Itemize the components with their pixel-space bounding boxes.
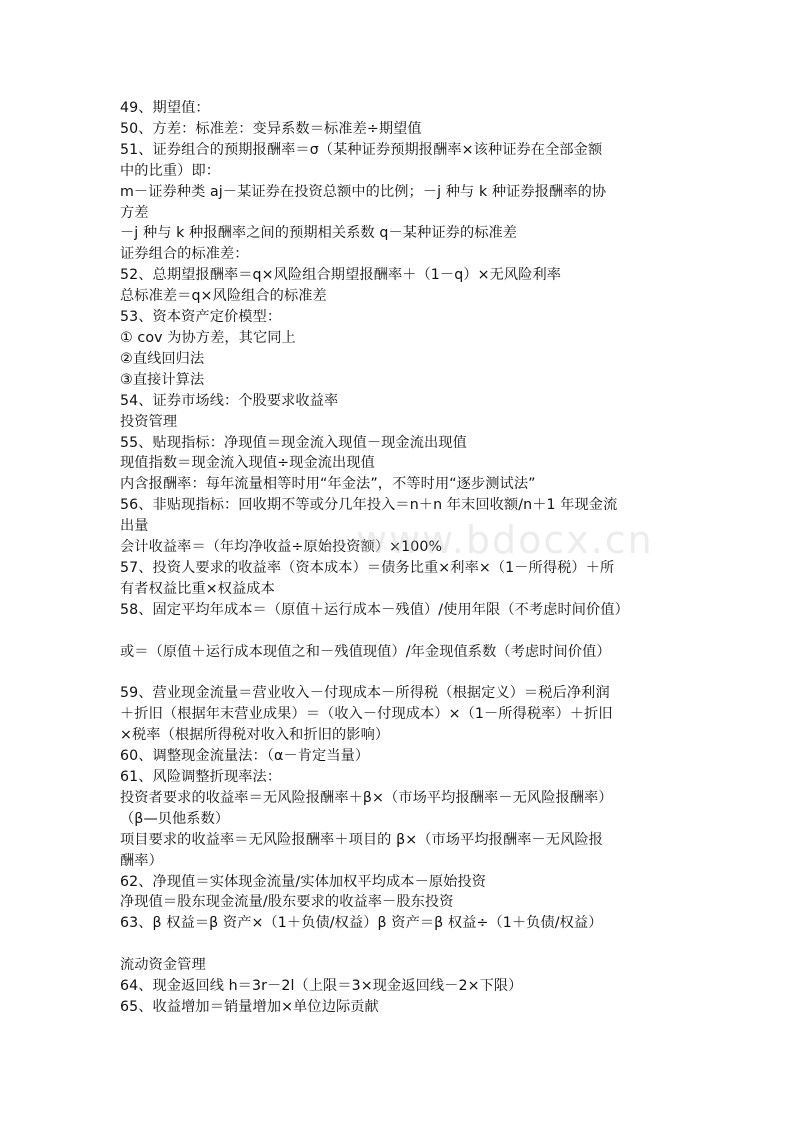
text-line: 净现值＝股东现金流量/股东要求的收益率－股东投资	[120, 894, 454, 911]
blank-line	[120, 662, 692, 683]
text-line: ×税率（根据所得税对收入和折旧的影响）	[120, 727, 390, 744]
text-line: 49、期望值：	[120, 100, 210, 116]
text-line: 会计收益率＝（年均净收益÷原始投资额）×100%	[120, 539, 443, 556]
section-heading: 投资管理	[120, 413, 178, 430]
text-line: 酬率）	[120, 852, 163, 869]
text-line: 56、非贴现指标：回收期不等或分几年投入＝n＋n 年末回收额/n＋1 年现金流	[120, 497, 618, 514]
text-line: 50、方差：标准差：变异系数＝标准差÷期望值	[120, 120, 422, 137]
blank-line	[120, 621, 692, 642]
text-line: 55、贴现指标：净现值＝现金流入现值－现金流出现值	[120, 434, 467, 451]
text-line: ① cov 为协方差，其它同上	[120, 329, 296, 346]
text-line: 项目要求的收益率＝无风险报酬率＋项目的 β×（市场平均报酬率－无风险报	[120, 831, 603, 848]
text-line: ＋折旧（根据年末营业成果）＝（收入－付现成本）×（1－所得税率）＋折旧	[120, 706, 613, 723]
text-line: 58、固定平均年成本＝（原值＋运行成本－残值）/使用年限（不考虑时间价值）	[120, 601, 629, 618]
text-line: 61、风险调整折现率法：	[120, 768, 282, 785]
text-line: 60、调整现金流量法：（α－肯定当量）	[120, 748, 370, 765]
text-line: 64、现金返回线 h＝3r－2l（上限＝3×现金返回线－2×下限）	[120, 978, 523, 995]
text-line: 投资者要求的收益率＝无风险报酬率＋β×（市场平均报酬率－无风险报酬率）	[120, 789, 613, 806]
watermark: www.bdocx.cn	[356, 518, 654, 562]
text-line: （β—贝他系数）	[120, 810, 230, 827]
text-line: 证券组合的标准差：	[120, 246, 249, 263]
text-line: 内含报酬率：每年流量相等时用“年金法”，不等时用“逐步测试法”	[120, 476, 536, 493]
text-line: 中的比重）即：	[120, 162, 221, 179]
text-line: 52、总期望报酬率＝q×风险组合期望报酬率＋（1－q）×无风险利率	[120, 267, 562, 284]
text-line: ②直线回归法	[120, 350, 205, 367]
text-line: 总标准差＝q×风险组合的标准差	[120, 288, 327, 305]
text-line: m－证券种类 aj－某证券在投资总额中的比例；－j 种与 k 种证券报酬率的协	[120, 183, 607, 200]
section-heading: 流动资金管理	[120, 957, 206, 974]
text-line: 现值指数＝现金流入现值÷现金流出现值	[120, 455, 375, 472]
text-line: 出量	[120, 518, 149, 535]
text-line: 59、营业现金流量＝营业收入－付现成本－所得税（根据定义）＝税后净利润	[120, 685, 610, 702]
document-body	[120, 98, 692, 1018]
text-line: 65、收益增加＝销量增加×单位边际贡献	[120, 998, 379, 1015]
text-line: 51、证券组合的预期报酬率＝σ（某种证券预期报酬率×该种证券在全部金额	[120, 141, 603, 158]
text-line: －j 种与 k 种报酬率之间的预期相关系数 q－某种证券的标准差	[120, 225, 518, 242]
text-line: 或＝（原值＋运行成本现值之和－残值现值）/年金现值系数（考虑时间价值）	[120, 643, 611, 660]
blank-line	[120, 934, 692, 955]
text-line: 57、投资人要求的收益率（资本成本）＝债务比重×利率×（1－所得税）＋所	[120, 559, 615, 576]
text-line: 54、证券市场线：个股要求收益率	[120, 392, 339, 409]
text-line: 有者权益比重×权益成本	[120, 580, 275, 597]
text-line: 63、β 权益＝β 资产×（1＋负债/权益）β 资产＝β 权益÷（1＋负债/权益）	[120, 915, 603, 932]
text-line: 53、资本资产定价模型：	[120, 309, 282, 326]
text-line: 方差	[120, 204, 149, 221]
text-line: ③直接计算法	[120, 371, 205, 388]
text-line: 62、净现值＝实体现金流量/实体加权平均成本－原始投资	[120, 873, 487, 890]
